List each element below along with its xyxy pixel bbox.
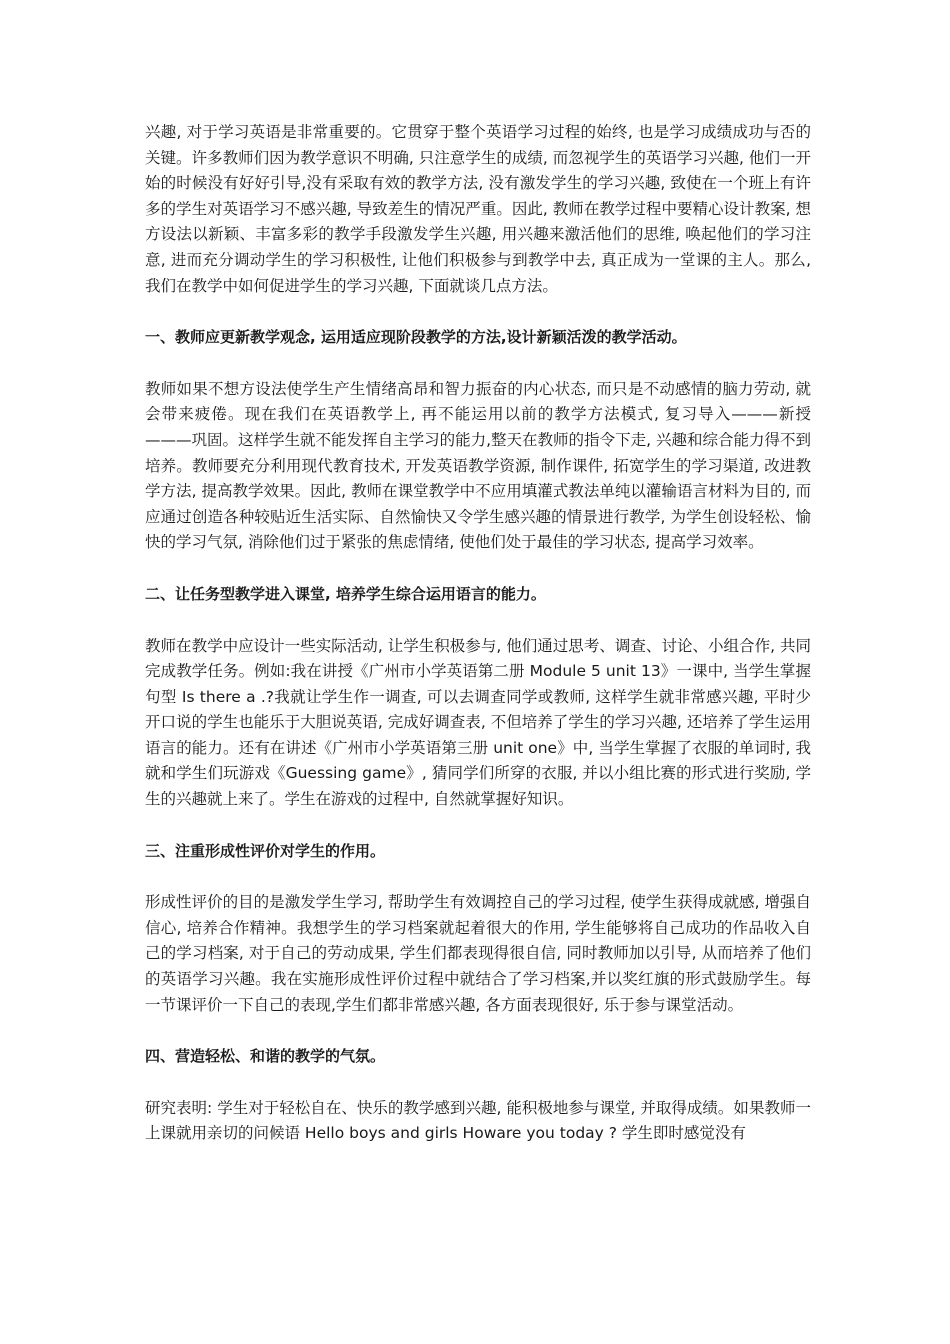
section-2-heading: 二、让任务型教学进入课堂, 培养学生综合运用语言的能力。	[145, 584, 546, 603]
section-3-heading: 三、注重形成性评价对学生的作用。	[145, 841, 386, 860]
section-4-heading: 四、营造轻松、和谐的教学的气氛。	[145, 1047, 386, 1066]
section-4-body: 研究表明: 学生对于轻松自在、快乐的教学感到兴趣, 能积极地参与课堂, 并取得成绩。如果教师一上课就用亲切的问候语 Hello boys and girls Howare you today ? 学生即时感觉没有	[145, 1098, 811, 1143]
document-page	[145, 120, 811, 1147]
section-2-body: 教师在教学中应设计一些实际活动, 让学生积极参与, 他们通过思考、调查、讨论、小组合作, 共同完成教学任务。例如:我在讲授《广州市小学英语第二册 Module 5 unit 13》一课中, 当学生掌握句型 Is there a .?我就让学生作一调查, 可以去调查同学或教师, 这样学生就非常感兴趣, 平时少开口说的学生也能乐于大胆说英语, 完成好调查表, 不但培养了学生的学习兴趣, 还培养了学生运用语言的能力。还有在讲述《广州市小学英语第三册 unit one》中, 当学生掌握了衣服的单词时, 我就和学生们玩游戏《Guessing game》, 猜同学们所穿的衣服, 并以小组比赛的形式进行奖励, 学生的兴趣就上来了。学生在游戏的过程中, 自然就掌握好知识。	[145, 636, 811, 809]
section-1-heading: 一、教师应更新教学观念, 运用适应现阶段教学的方法,设计新颖活泼的教学活动。	[145, 328, 687, 347]
intro-paragraph: 兴趣, 对于学习英语是非常重要的。它贯穿于整个英语学习过程的始终, 也是学习成绩成功与否的关键。许多教师们因为教学意识不明确, 只注意学生的成绩, 而忽视学生的英语学习兴趣, 他们一开始的时候没有好好引导,没有采取有效的教学方法, 没有激发学生的学习兴趣, 致使在一个班上有许多的学生对英语学习不感兴趣, 导致差生的情况严重。因此, 教师在教学过程中要精心设计教案, 想方设法以新颖、丰富多彩的教学手段激发学生兴趣, 用兴趣来激活他们的思维, 唤起他们的学习注意, 进而充分调动学生的学习积极性, 让他们积极参与到教学中去, 真正成为一堂课的主人。那么, 我们在教学中如何促进学生的学习兴趣, 下面就谈几点方法。	[145, 123, 811, 295]
section-3-body: 形成性评价的目的是激发学生学习, 帮助学生有效调控自己的学习过程, 使学生获得成就感, 增强自信心, 培养合作精神。我想学生的学习档案就起着很大的作用, 学生能够将自己成功的作品收入自己的学习档案, 对于自己的劳动成果, 学生们都表现得很自信, 同时教师加以引导, 从而培养了他们的英语学习兴趣。我在实施形成性评价过程中就结合了学习档案,并以奖红旗的形式鼓励学生。每一节课评价一下自己的表现,学生们都非常感兴趣, 各方面表现很好, 乐于参与课堂活动。	[145, 893, 811, 1014]
section-1-body: 教师如果不想方设法使学生产生情绪高昂和智力振奋的内心状态, 而只是不动感情的脑力劳动, 就会带来疲倦。现在我们在英语教学上, 再不能运用以前的教学方法模式, 复习导入———新授———巩固。这样学生就不能发挥自主学习的能力,整天在教师的指令下走, 兴趣和综合能力得不到培养。教师要充分利用现代教育技术, 开发英语教学资源, 制作课件, 拓宽学生的学习渠道, 改进教学方法, 提高教学效果。因此, 教师在课堂教学中不应用填灌式教法单纯以灌输语言材料为目的, 而应通过创造各种较贴近生活实际、自然愉快又令学生感兴趣的情景进行教学, 为学生创设轻松、愉快的学习气氛, 消除他们过于紧张的焦虑情绪, 使他们处于最佳的学习状态, 提高学习效率。	[145, 379, 811, 552]
